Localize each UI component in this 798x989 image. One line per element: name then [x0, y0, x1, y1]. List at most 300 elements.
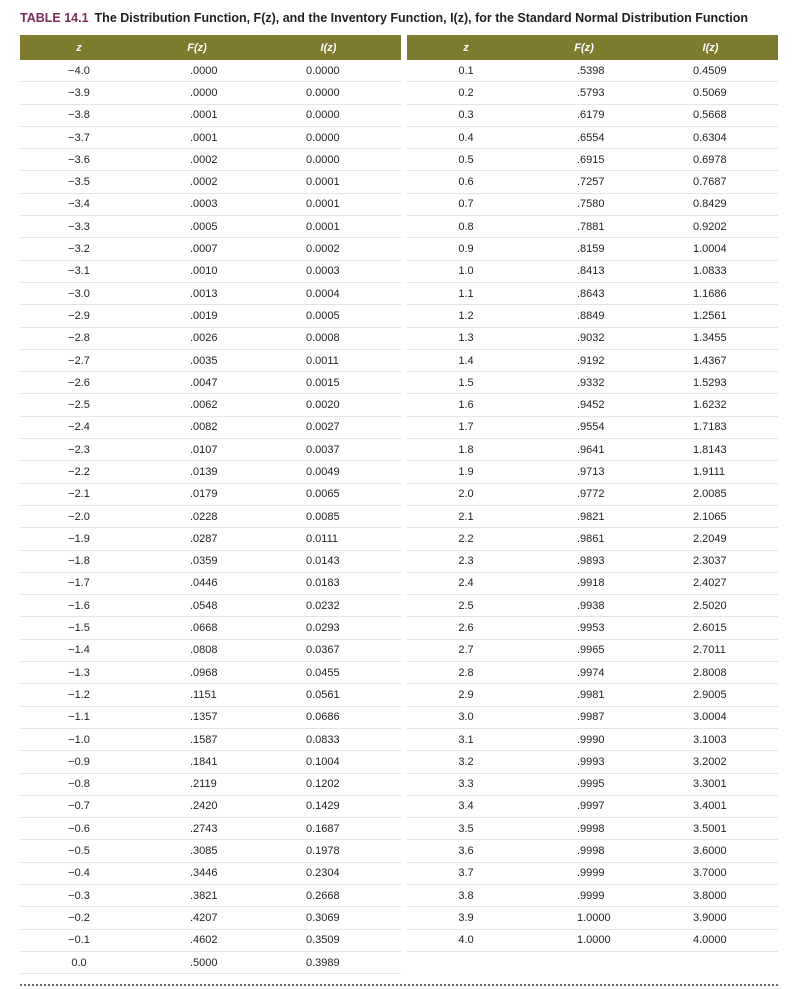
table-row: [407, 238, 778, 260]
table-row: [407, 930, 778, 952]
table-row: [20, 840, 401, 862]
cell-iz: 2.0085: [693, 488, 727, 501]
cell-z: 3.1: [458, 733, 474, 746]
cell-iz: 0.0000: [306, 109, 340, 122]
cell-fz: .0003: [190, 198, 218, 211]
cell-fz: .8413: [577, 265, 605, 278]
cell-fz: .0107: [190, 443, 218, 456]
cell-z: 3.9: [458, 911, 474, 924]
cell-fz: .0179: [190, 488, 218, 501]
cell-iz: 3.9000: [693, 911, 727, 924]
table-row: [407, 528, 778, 550]
table-row: [407, 818, 778, 840]
cell-iz: 0.0008: [306, 332, 340, 345]
table-row: [20, 261, 401, 283]
cell-iz: 3.6000: [693, 845, 727, 858]
cell-z: −3.6: [68, 153, 90, 166]
table-row: [407, 149, 778, 171]
cell-iz: 0.1978: [306, 845, 340, 858]
cell-iz: 0.0005: [306, 309, 340, 322]
table-row: [20, 417, 401, 439]
cell-fz: .9032: [577, 332, 605, 345]
table-row: [20, 684, 401, 706]
cell-iz: 3.3001: [693, 778, 727, 791]
cell-z: −2.4: [68, 421, 90, 434]
cell-z: −3.8: [68, 109, 90, 122]
cell-fz: .6179: [577, 109, 605, 122]
cell-iz: 0.3989: [306, 956, 340, 969]
cell-z: −2.6: [68, 376, 90, 389]
table-row: [20, 350, 401, 372]
table-row: [20, 662, 401, 684]
table-row: [407, 484, 778, 506]
cell-fz: .1357: [190, 711, 218, 724]
cell-z: 2.9: [458, 688, 474, 701]
cell-z: −3.5: [68, 176, 90, 189]
table-row: [407, 595, 778, 617]
right-table-panel: [407, 35, 778, 952]
cell-fz: .2119: [190, 778, 217, 791]
cell-z: 1.2: [458, 309, 474, 322]
table-row: [407, 417, 778, 439]
table-row: [407, 662, 778, 684]
cell-iz: 1.7183: [693, 421, 727, 434]
cell-fz: .6915: [577, 153, 605, 166]
table-row: [20, 305, 401, 327]
cell-iz: 0.0686: [306, 711, 340, 724]
cell-iz: 3.2002: [693, 755, 727, 768]
cell-fz: .0139: [190, 465, 218, 478]
cell-z: 3.4: [458, 800, 474, 813]
cell-fz: .8643: [577, 287, 605, 300]
cell-iz: 0.5668: [693, 109, 727, 122]
cell-iz: 0.0293: [306, 622, 340, 635]
cell-z: −0.8: [68, 778, 90, 791]
table-row: [407, 796, 778, 818]
cell-z: −0.2: [68, 911, 90, 924]
cell-z: 0.9: [458, 243, 474, 256]
cell-z: 0.4: [458, 131, 474, 144]
header-iz: I(z): [320, 41, 337, 54]
cell-fz: .3821: [190, 889, 218, 902]
cell-iz: 0.0455: [306, 666, 340, 679]
table-row: [20, 216, 401, 238]
cell-z: 2.2: [458, 532, 474, 545]
cell-fz: .3446: [190, 867, 218, 880]
cell-fz: .9893: [577, 555, 605, 568]
cell-iz: 0.3509: [306, 934, 340, 947]
table-row: [20, 461, 401, 483]
cell-fz: .7580: [577, 198, 605, 211]
cell-fz: .9981: [577, 688, 605, 701]
cell-iz: 0.0143: [306, 555, 340, 568]
cell-fz: .0035: [190, 354, 218, 367]
cell-z: −3.1: [68, 265, 90, 278]
cell-iz: 2.5020: [693, 599, 727, 612]
cell-iz: 0.0001: [306, 176, 340, 189]
cell-iz: 0.9202: [693, 220, 727, 233]
cell-iz: 1.0833: [693, 265, 727, 278]
cell-fz: .9452: [577, 399, 605, 412]
table-row: [20, 907, 401, 929]
cell-z: 4.0: [458, 934, 474, 947]
cell-iz: 0.0085: [306, 510, 340, 523]
cell-iz: 0.0001: [306, 198, 340, 211]
cell-fz: .9332: [577, 376, 605, 389]
cell-fz: .0047: [190, 376, 218, 389]
cell-iz: 0.0020: [306, 399, 340, 412]
table-row: [407, 907, 778, 929]
table-row: [407, 573, 778, 595]
cell-z: −1.4: [68, 644, 90, 657]
table-row: [407, 305, 778, 327]
cell-iz: 2.2049: [693, 532, 727, 545]
header-fz: F(z): [187, 41, 207, 54]
cell-fz: .9999: [577, 889, 605, 902]
table-row: [20, 105, 401, 127]
cell-z: −4.0: [68, 64, 90, 77]
table-row: [20, 796, 401, 818]
cell-fz: .0082: [190, 421, 218, 434]
cell-iz: 0.0561: [306, 688, 340, 701]
cell-fz: .0001: [190, 109, 218, 122]
left-table-panel: [20, 35, 401, 974]
table-row: [20, 595, 401, 617]
left-table-header: [20, 35, 401, 60]
cell-fz: .0001: [190, 131, 218, 144]
header-z: z: [463, 41, 469, 54]
cell-z: 2.7: [458, 644, 474, 657]
cell-z: −1.7: [68, 577, 90, 590]
cell-iz: 3.0004: [693, 711, 727, 724]
cell-z: 1.8: [458, 443, 474, 456]
cell-iz: 0.0002: [306, 243, 340, 256]
cell-z: 1.5: [458, 376, 474, 389]
cell-z: 0.6: [458, 176, 474, 189]
cell-z: 3.7: [458, 867, 474, 880]
cell-fz: .1587: [190, 733, 218, 746]
table-row: [20, 149, 401, 171]
cell-z: −3.7: [68, 131, 90, 144]
table-row: [20, 751, 401, 773]
cell-fz: .4602: [190, 934, 218, 947]
cell-iz: 3.8000: [693, 889, 727, 902]
table-row: [20, 818, 401, 840]
table-row: [20, 439, 401, 461]
cell-z: 2.1: [458, 510, 474, 523]
table-row: [20, 617, 401, 639]
cell-z: −3.0: [68, 287, 90, 300]
table-row: [407, 461, 778, 483]
cell-fz: .9713: [577, 465, 605, 478]
right-table-body: [407, 60, 778, 952]
cell-fz: .7257: [577, 176, 605, 189]
table-row: [407, 105, 778, 127]
cell-fz: .0968: [190, 666, 218, 679]
cell-z: 1.4: [458, 354, 474, 367]
cell-z: 0.2: [458, 86, 474, 99]
table-row: [20, 774, 401, 796]
table-row: [20, 394, 401, 416]
cell-z: 0.7: [458, 198, 474, 211]
cell-iz: 0.0000: [306, 153, 340, 166]
cell-iz: 3.4001: [693, 800, 727, 813]
cell-z: 1.1: [458, 287, 474, 300]
cell-fz: .5793: [577, 86, 605, 99]
cell-z: −1.2: [68, 688, 90, 701]
cell-iz: 0.0232: [306, 599, 340, 612]
cell-fz: .9861: [577, 532, 605, 545]
table-row: [20, 707, 401, 729]
header-fz: F(z): [574, 41, 594, 54]
cell-iz: 1.1686: [693, 287, 727, 300]
cell-z: −3.9: [68, 86, 90, 99]
cell-z: 3.0: [458, 711, 474, 724]
cell-fz: .9997: [577, 800, 605, 813]
table-row: [20, 729, 401, 751]
cell-fz: .9938: [577, 599, 605, 612]
cell-iz: 0.0004: [306, 287, 340, 300]
cell-iz: 0.0001: [306, 220, 340, 233]
cell-iz: 0.0003: [306, 265, 340, 278]
cell-z: −0.4: [68, 867, 90, 880]
table-row: [20, 528, 401, 550]
cell-z: 3.8: [458, 889, 474, 902]
cell-z: −1.3: [68, 666, 90, 679]
table-row: [20, 238, 401, 260]
cell-z: 0.8: [458, 220, 474, 233]
cell-z: 0.1: [458, 64, 474, 77]
cell-iz: 1.4367: [693, 354, 727, 367]
cell-z: 3.3: [458, 778, 474, 791]
cell-iz: 0.3069: [306, 911, 340, 924]
cell-iz: 0.1004: [306, 755, 340, 768]
cell-iz: 0.0027: [306, 421, 340, 434]
table-row: [20, 952, 401, 974]
cell-iz: 0.0000: [306, 86, 340, 99]
cell-iz: 2.3037: [693, 555, 727, 568]
cell-iz: 0.1202: [306, 778, 340, 791]
cell-iz: 3.7000: [693, 867, 727, 880]
cell-z: −2.5: [68, 399, 90, 412]
table-row: [20, 372, 401, 394]
table-row: [20, 194, 401, 216]
cell-iz: 0.1429: [306, 800, 340, 813]
cell-iz: 1.8143: [693, 443, 727, 456]
cell-fz: .0287: [190, 532, 218, 545]
table-row: [407, 774, 778, 796]
table-number: TABLE 14.1: [20, 11, 89, 25]
cell-fz: .0013: [190, 287, 218, 300]
cell-iz: 0.0065: [306, 488, 340, 501]
cell-fz: .2743: [190, 822, 218, 835]
cell-z: 1.9: [458, 465, 474, 478]
cell-fz: .9998: [577, 845, 605, 858]
table-row: [20, 60, 401, 82]
table-row: [20, 328, 401, 350]
cell-iz: 3.5001: [693, 822, 727, 835]
cell-z: 1.0: [458, 265, 474, 278]
cell-z: −0.7: [68, 800, 90, 813]
cell-z: 2.6: [458, 622, 474, 635]
cell-fz: .9192: [577, 354, 605, 367]
cell-iz: 0.2304: [306, 867, 340, 880]
cell-z: −0.1: [68, 934, 90, 947]
table-row: [20, 640, 401, 662]
cell-z: 2.0: [458, 488, 474, 501]
cell-iz: 1.3455: [693, 332, 727, 345]
cell-iz: 0.4509: [693, 64, 727, 77]
cell-fz: .9918: [577, 577, 605, 590]
cell-z: −2.9: [68, 309, 90, 322]
cell-fz: .4207: [190, 911, 218, 924]
table-row: [407, 707, 778, 729]
cell-fz: .0007: [190, 243, 218, 256]
cell-iz: 2.6015: [693, 622, 727, 635]
cell-z: 2.5: [458, 599, 474, 612]
cell-iz: 1.9111: [693, 465, 726, 478]
cell-z: −2.7: [68, 354, 90, 367]
right-table-header: [407, 35, 778, 60]
cell-fz: .9965: [577, 644, 605, 657]
cell-iz: 0.0367: [306, 644, 340, 657]
table-row: [407, 840, 778, 862]
cell-z: −2.0: [68, 510, 90, 523]
cell-z: 2.3: [458, 555, 474, 568]
cell-fz: .0000: [190, 86, 218, 99]
table-row: [407, 82, 778, 104]
cell-z: −1.8: [68, 555, 90, 568]
table-row: [407, 729, 778, 751]
cell-iz: 2.4027: [693, 577, 727, 590]
cell-fz: .3085: [190, 845, 218, 858]
cell-fz: 1.0000: [577, 911, 611, 924]
cell-z: −2.8: [68, 332, 90, 345]
table-row: [407, 551, 778, 573]
cell-z: 2.8: [458, 666, 474, 679]
cell-fz: .0228: [190, 510, 218, 523]
cell-z: −1.6: [68, 599, 90, 612]
header-z: z: [76, 41, 82, 54]
cell-iz: 0.2668: [306, 889, 340, 902]
cell-fz: .5000: [190, 956, 218, 969]
table-row: [407, 372, 778, 394]
cell-fz: .9554: [577, 421, 605, 434]
cell-iz: 0.7687: [693, 176, 727, 189]
table-row: [407, 60, 778, 82]
cell-z: −3.4: [68, 198, 90, 211]
cell-iz: 1.0004: [693, 243, 727, 256]
cell-z: 0.3: [458, 109, 474, 122]
table-row: [20, 283, 401, 305]
cell-fz: .0062: [190, 399, 218, 412]
table-row: [407, 684, 778, 706]
cell-iz: 0.0000: [306, 131, 340, 144]
cell-iz: 0.6978: [693, 153, 727, 166]
cell-z: −2.3: [68, 443, 90, 456]
cell-fz: .9998: [577, 822, 605, 835]
cell-iz: 3.1003: [693, 733, 727, 746]
table-row: [20, 506, 401, 528]
cell-z: −2.2: [68, 465, 90, 478]
cell-z: −1.1: [68, 711, 90, 724]
table-row: [407, 171, 778, 193]
table-row: [407, 261, 778, 283]
cell-z: 1.6: [458, 399, 474, 412]
cell-fz: .0808: [190, 644, 218, 657]
table-row: [407, 216, 778, 238]
cell-z: 0.5: [458, 153, 474, 166]
cell-fz: .9999: [577, 867, 605, 880]
cell-fz: .7881: [577, 220, 605, 233]
table-row: [20, 551, 401, 573]
cell-fz: .2420: [190, 800, 218, 813]
cell-fz: .0446: [190, 577, 218, 590]
cell-iz: 0.0049: [306, 465, 340, 478]
cell-fz: .0000: [190, 64, 218, 77]
table-row: [407, 885, 778, 907]
cell-iz: 0.0183: [306, 577, 340, 590]
cell-z: −1.9: [68, 532, 90, 545]
cell-z: −3.2: [68, 243, 90, 256]
table-row: [407, 127, 778, 149]
cell-fz: .9987: [577, 711, 605, 724]
table-row: [407, 350, 778, 372]
cell-z: −3.3: [68, 220, 90, 233]
table-row: [20, 171, 401, 193]
cell-iz: 2.8008: [693, 666, 727, 679]
cell-fz: .9772: [577, 488, 605, 501]
cell-fz: .0005: [190, 220, 218, 233]
cell-fz: .0359: [190, 555, 218, 568]
table-row: [407, 439, 778, 461]
table-row: [407, 640, 778, 662]
bottom-dotted-rule: [20, 984, 778, 986]
cell-fz: .9953: [577, 622, 605, 635]
cell-iz: 2.7011: [693, 644, 726, 657]
cell-iz: 1.5293: [693, 376, 727, 389]
table-row: [407, 751, 778, 773]
cell-fz: .0002: [190, 153, 218, 166]
cell-fz: 1.0000: [577, 934, 611, 947]
cell-iz: 0.1687: [306, 822, 340, 835]
cell-fz: .9990: [577, 733, 605, 746]
cell-fz: .0026: [190, 332, 218, 345]
cell-fz: .1841: [190, 755, 218, 768]
cell-iz: 2.9005: [693, 688, 727, 701]
table-row: [407, 283, 778, 305]
cell-z: −1.0: [68, 733, 90, 746]
cell-fz: .8849: [577, 309, 605, 322]
cell-fz: .0010: [190, 265, 218, 278]
cell-fz: .5398: [577, 64, 605, 77]
cell-iz: 0.6304: [693, 131, 727, 144]
table-row: [407, 394, 778, 416]
cell-iz: 0.0011: [306, 354, 339, 367]
cell-fz: .0668: [190, 622, 218, 635]
cell-fz: .6554: [577, 131, 605, 144]
table-row: [407, 328, 778, 350]
table-row: [407, 863, 778, 885]
cell-iz: 0.0833: [306, 733, 340, 746]
cell-fz: .1151: [190, 688, 217, 701]
table-caption: [20, 8, 790, 28]
cell-iz: 0.0000: [306, 64, 340, 77]
table-row: [20, 930, 401, 952]
cell-z: 0.0: [71, 956, 87, 969]
cell-iz: 1.6232: [693, 399, 727, 412]
cell-z: −2.1: [68, 488, 90, 501]
